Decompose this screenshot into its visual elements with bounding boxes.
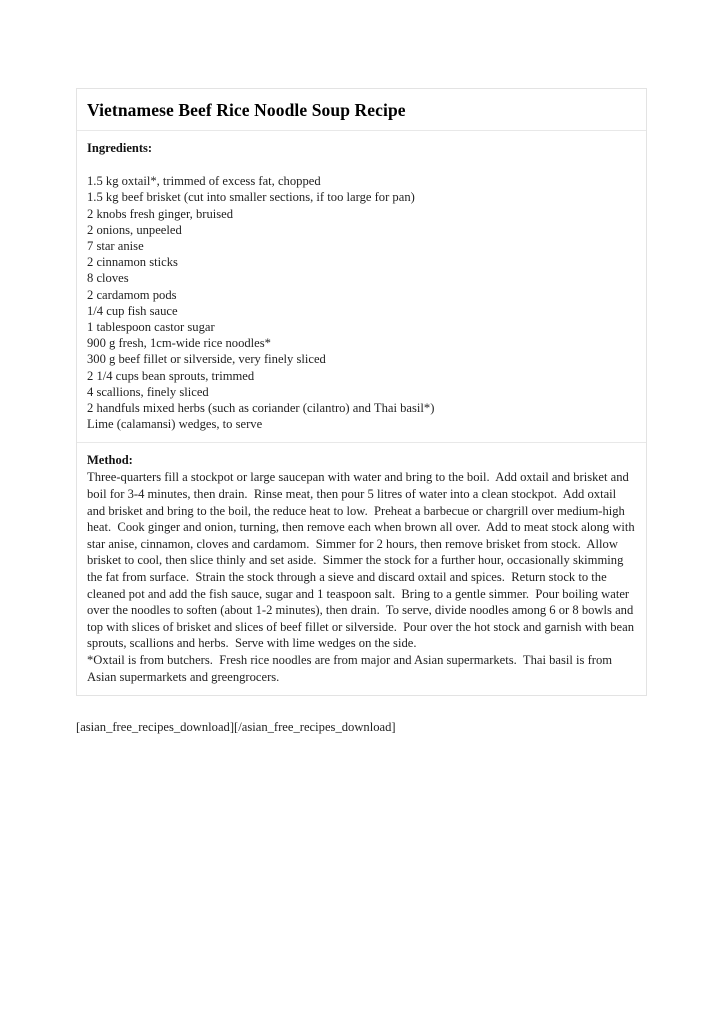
recipe-card-header: [77, 89, 646, 131]
page-title: Vietnamese Beef Rice Noodle Soup Recipe: [87, 100, 406, 120]
method-body: [87, 469, 636, 685]
method-paragraph: Three-quarters fill a stockpot or large saucepan with water and bring to the boil. Add oxtail and brisket and boil for 3-4 minutes, then drain. Rinse meat, then pour 5 litres of water into a clean stockpot. Add oxtail and brisket and bring to the boil, the reduce heat to low. Preheat a barbecue or chargrill over medium-high heat. Cook ginger and onion, turning, then remove each when brown all over. Add to meat stock along with star anise, cinnamon, cloves and cardamom. Simmer for 2 hours, then remove brisket from stock. Allow brisket to cool, then slice thinly and set aside. Simmer the stock for a further hour, occasionally skimming the fat from surface. Strain the stock through a sieve and discard oxtail and spices. Return stock to the cleaned pot and add the fish sauce, sugar and 1 teaspoon salt. Bring to a gentle simmer. Pour boiling water over the noodles to soften (about 1-2 minutes), then drain. To serve, divide noodles among 6 or 8 bowls and top with slices of brisket and slices of beef fillet or silverside. Pour over the hot stock and garnish with bean sprouts, scallions and herbs. Serve with lime wedges on the side.: [87, 470, 638, 651]
ingredient-item: 2 knobs fresh ginger, bruised: [87, 206, 234, 221]
method-paragraph: *Oxtail is from butchers. Fresh rice noodles are from major and Asian supermarkets. Thai basil is from Asian supermarkets and greengrocers.: [87, 652, 615, 684]
footer-shortcode-text: [asian_free_recipes_download][/asian_free_recipes_download]: [76, 720, 396, 734]
ingredient-item: 1.5 kg oxtail*, trimmed of excess fat, chopped: [87, 174, 321, 189]
ingredient-item: 1.5 kg beef brisket (cut into smaller sections, if too large for pan): [87, 190, 415, 205]
ingredient-item: 4 scallions, finely sliced: [87, 384, 209, 399]
recipe-card: [76, 88, 647, 696]
method-heading: Method:: [87, 453, 133, 468]
ingredient-item: 2 cardamom pods: [87, 287, 177, 302]
ingredient-item: 300 g beef fillet or silverside, very finely sliced: [87, 352, 326, 367]
ingredient-item: 7 star anise: [87, 238, 144, 253]
ingredient-item: 2 onions, unpeeled: [87, 222, 182, 237]
ingredient-item: 1 tablespoon castor sugar: [87, 319, 215, 334]
ingredient-item: 2 1/4 cups bean sprouts, trimmed: [87, 368, 255, 383]
ingredients-section: [77, 131, 646, 443]
ingredient-item: 900 g fresh, 1cm-wide rice noodles*: [87, 336, 271, 351]
ingredient-item: Lime (calamansi) wedges, to serve: [87, 417, 263, 432]
ingredient-item: 8 cloves: [87, 271, 129, 286]
ingredients-heading: Ingredients:: [87, 141, 153, 156]
ingredient-item: 1/4 cup fish sauce: [87, 303, 178, 318]
ingredient-item: 2 cinnamon sticks: [87, 255, 178, 270]
ingredients-list: [87, 173, 636, 432]
method-section: [77, 443, 646, 695]
ingredient-item: 2 handfuls mixed herbs (such as coriander (cilantro) and Thai basil*): [87, 400, 435, 415]
